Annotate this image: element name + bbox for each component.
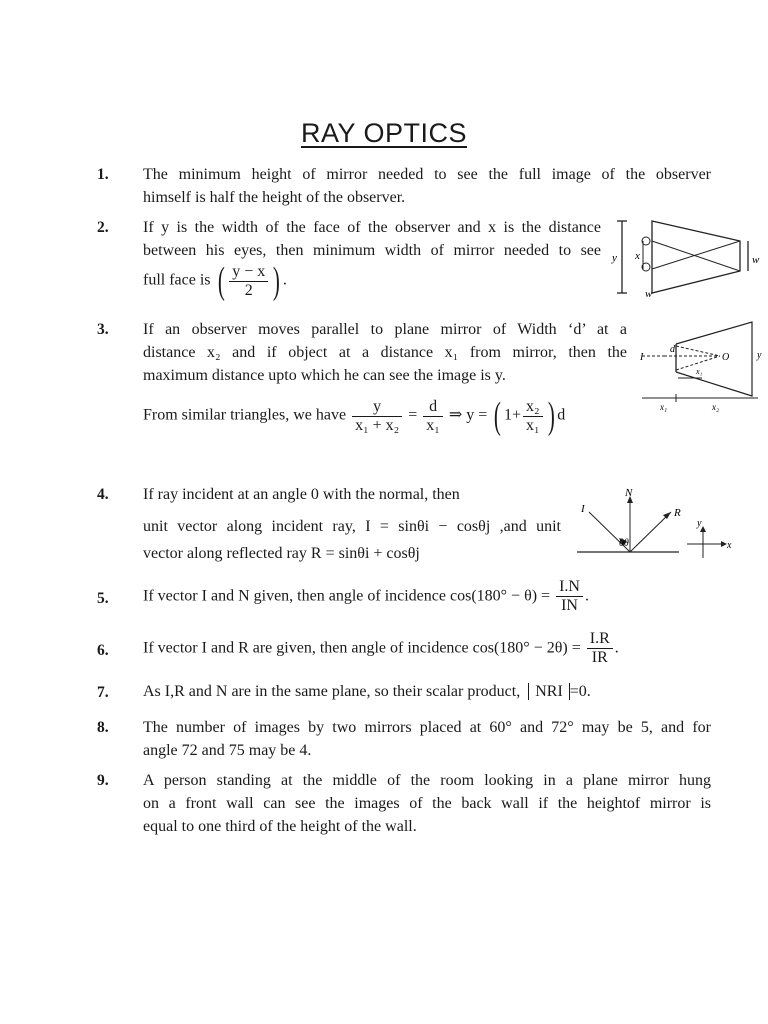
fraction: $\frac{d}{\text{x₁}}$ [423, 398, 443, 435]
svg-text:x₁: x₁ [696, 367, 703, 376]
triple-product-bracket: NRI [528, 683, 570, 700]
svg-text:R: R [674, 507, 681, 519]
svg-text:θθ: θθ [619, 538, 629, 549]
item-number: 2. [97, 219, 109, 236]
svg-text:x₁: x₁ [660, 402, 668, 412]
item-9-line-2: on a front wall can see the images of the back wall if the heightof mirror is [143, 795, 711, 812]
item-number: 9. [97, 772, 109, 789]
item-5-formula: If vector I and N given, then angle of incidence cos(180° − θ) = $\frac{I.N}{IN}$ . [143, 578, 589, 614]
page-title: RAY OPTICS [300, 118, 468, 148]
item-3-line-1: If an observer moves parallel to plane mirror of Width ‘d’ at a [143, 321, 627, 338]
label-y: y [612, 252, 617, 264]
svg-text:x₂: x₂ [712, 402, 720, 412]
item-number: 8. [97, 719, 109, 736]
reflection-diagram [575, 486, 745, 564]
fraction: $\frac{\text{x₂}}{\text{x₁}}$ [523, 398, 543, 435]
fraction: $\frac{I.R}{IR}$ [587, 630, 613, 667]
svg-text:d: d [670, 344, 675, 355]
fraction: $\frac{I.N}{IN}$ [556, 578, 583, 615]
item-8-line-1: The number of images by two mirrors placed at 60° and 72° may be 5, and for [143, 719, 711, 736]
paren-right: ) [273, 260, 281, 302]
fraction: $\frac{y}{\text{x₁ + x₂}}$ [352, 398, 402, 435]
mirror-face-diagram [608, 213, 768, 303]
item-4-line-3: vector along reflected ray R = sinθi + cosθj [143, 545, 420, 562]
svg-text:y: y [757, 350, 762, 361]
item-number: 7. [97, 684, 109, 701]
item-4-line-1: If ray incident at an angle 0 with the normal, then [143, 486, 460, 503]
item-4-line-2: unit vector along incident ray, I = sinθi − cosθj ,and unit [143, 518, 561, 535]
svg-text:O: O [722, 352, 730, 363]
paren-left: ( [217, 260, 225, 302]
label-w-bottom: w [645, 288, 653, 300]
label-w: w [752, 254, 760, 266]
item-7-formula: As I,R and N are in the same plane, so their scalar product, NRI =0. [143, 683, 591, 700]
item-2-line-2: between his eyes, then minimum width of mirror needed to see [143, 242, 601, 259]
mirror-distance-diagram [640, 318, 768, 414]
item-3-equation: From similar triangles, we have $\frac{y}{\text{x₁ + x₂}}$ = $\frac{d}{\text{x₁}}$ ⇒ y = ( 1+ $\frac{\text{x₂}}{\text{x₁}}$ ) d [143, 395, 566, 437]
item-number: 1. [97, 166, 109, 183]
item-1-line-1: The minimum height of mirror needed to see the full image of the observer [143, 166, 711, 183]
item-number: 5. [97, 590, 109, 607]
fraction: $\frac{y - x}{2}$ [229, 263, 268, 300]
item-9-line-1: A person standing at the middle of the room looking in a plane mirror hung [143, 772, 711, 789]
svg-text:N: N [625, 487, 633, 499]
label-x: x [635, 250, 640, 262]
item-2-formula: full face is ( $\frac{y - x}{2}$ ) . [143, 260, 287, 302]
item-8-line-2: angle 72 and 75 may be 4. [143, 742, 312, 759]
item-3-line-2: distance x₂ and if object at a distance x₁ from mirror, then the [143, 344, 627, 361]
svg-text:y: y [697, 518, 702, 529]
item-number: 4. [97, 486, 109, 503]
item-3-line-3: maximum distance upto which he can see the image is y. [143, 367, 506, 384]
item-1-line-2: himself is half the height of the observer. [143, 189, 406, 206]
item-number: 6. [97, 642, 109, 659]
item-number: 3. [97, 321, 109, 338]
item-2-line-1: If y is the width of the face of the observer and x is the distance [143, 219, 601, 236]
item-9-line-3: equal to one third of the height of the wall. [143, 818, 417, 835]
svg-text:I: I [581, 503, 585, 515]
formula-label: full face is [143, 271, 211, 289]
svg-text:x: x [727, 540, 732, 551]
item-6-formula: If vector I and R are given, then angle of incidence cos(180° − 2θ) = $\frac{I.R}{IR}$ . [143, 630, 619, 666]
svg-text:I: I [640, 352, 644, 363]
